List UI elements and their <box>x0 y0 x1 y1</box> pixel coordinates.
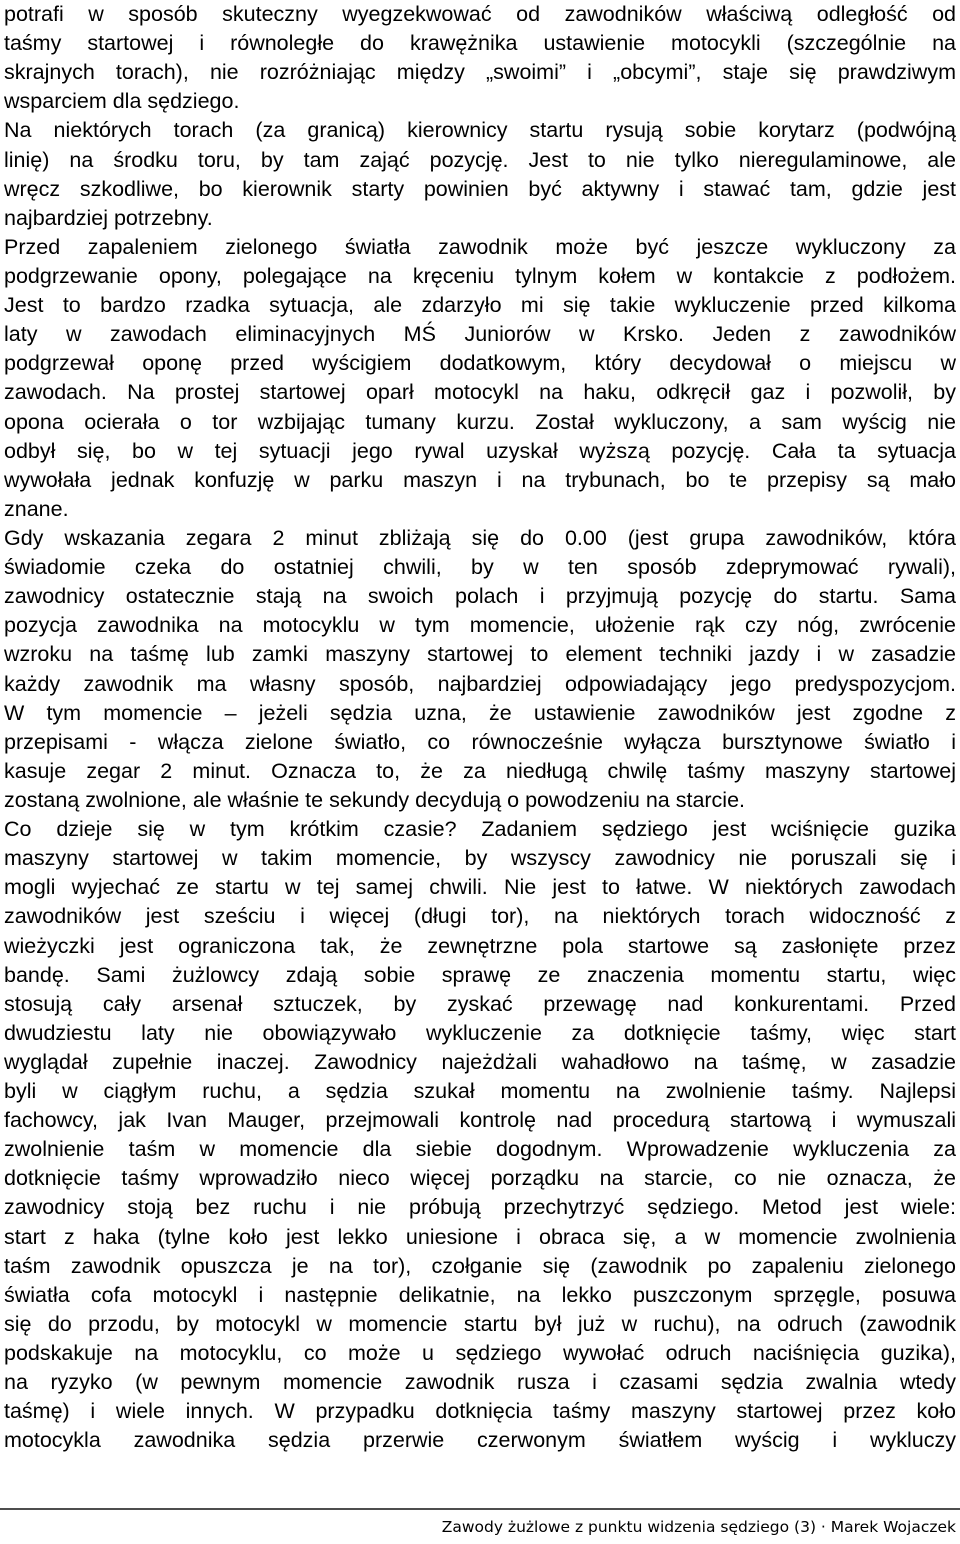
text-line: wręcz szkodliwe, bo kierownik starty powinien być aktywny i stawać tam, gdzie jest <box>4 176 956 201</box>
text-line: dwudziestu laty nie obowiązywało wykluczenie za dotknięcie taśmy, więc start <box>4 1020 956 1045</box>
text-line: zwolnienie taśm w momencie dla siebie dogodnym. Wprowadzenie wykluczenia za <box>4 1137 956 1162</box>
text-line: bandę. Sami żużlowcy zdają sobie sprawę ze znaczenia momentu startu, więc <box>4 962 956 987</box>
text-line: laty w zawodach eliminacyjnych MŚ Juniorów w Krsko. Jeden z zawodników <box>4 322 956 347</box>
text-line: zostaną zwolnione, ale właśnie te sekundy decydują o powodzeniu na starcie. <box>4 787 746 812</box>
text-line: kasuje zegar 2 minut. Oznacza to, że za niedługą chwilę taśmy maszyny startowej <box>4 758 956 783</box>
text-line: znane. <box>4 496 69 521</box>
text-line: Co dzieje się w tym krótkim czasie? Zadaniem sędziego jest wciśnięcie guzika <box>4 817 956 842</box>
text-line: taśm zawodnik opuszcza je na tor), czołganie się (zawodnik po zapaleniu zielonego <box>4 1253 956 1278</box>
text-line: opona ocierała o tor wzbijając tumany kurzu. Został wykluczony, a sam wyścig nie <box>4 409 956 434</box>
text-line: W tym momencie – jeżeli sędzia uzna, że ustawienie zawodników jest zgodne z <box>4 700 956 725</box>
text-line: każdy zawodnik ma własny sposób, najbardziej odpowiadający jego predyspozycjom. <box>4 671 956 696</box>
text-line: przepisami - włącza zielone światło, co równocześnie wyłącza bursztynowe światło i <box>4 729 956 754</box>
text-line: dotknięcie taśmy wprowadziło nieco więcej porządku na starcie, co nie oznacza, że <box>4 1166 956 1191</box>
text-line: światła cofa motocykl i następnie delikatnie, na lekko puszczonym sprzęgle, posuwa <box>4 1282 956 1307</box>
text-line: Na niektórych torach (za granicą) kierownicy startu rysują sobie korytarz (podwójną <box>4 118 956 143</box>
text-line: potrafi w sposób skuteczny wyegzekwować od zawodników właściwą odległość od <box>4 2 956 26</box>
text-line: podgrzewał oponę przed wyścigiem dodatkowym, który decydował o miejscu w <box>4 351 956 376</box>
text-line: zawodników jest sześciu i więcej (długi tor), na niektórych torach widoczność z <box>4 904 956 929</box>
text-line: wieżyczki jest ograniczona tak, że zewnętrzne pola startowe są zasłonięte przez <box>4 933 956 958</box>
text-line: motocykla zawodnika sędzia przerwie czerwonym światłem wyścig i wykluczy <box>4 1428 956 1453</box>
text-line: stosują cały arsenał sztuczek, by zyskać przewagę nad konkurentami. Przed <box>4 991 956 1016</box>
text-line: start z haka (tylne koło jest lekko uniesione i obraca się, a w momencie zwolnienia <box>4 1224 956 1249</box>
text-line: podskakuje na motocyklu, co może u sędziego wywołać odruch naciśnięcia guzika), <box>4 1341 956 1366</box>
page-footer: Zawody żużlowe z punktu widzenia sędziego (3) · Marek Wojaczek <box>441 1518 956 1536</box>
text-line: wsparciem dla sędziego. <box>4 89 240 114</box>
text-line: byli w ciągłym ruchu, a sędzia szukał momentu na zwolnienie taśmy. Najlepsi <box>4 1079 956 1104</box>
text-line: wywołała jednak konfuzję w parku maszyn i na trybunach, bo te przepisy są mało <box>4 467 956 492</box>
footer-divider <box>0 1508 960 1510</box>
text-line: zawodnicy stoją bez ruchu i nie próbują przechytrzyć sędziego. Metod jest wiele: <box>4 1195 956 1220</box>
text-line: Jest to bardzo rzadka sytuacja, ale zdarzyło mi się takie wykluczenie przed kilkoma <box>4 293 956 318</box>
text-line: skrajnych torach), nie rozróżniając między „swoimi” i „obcymi”, staje się prawdziwym <box>4 60 956 85</box>
text-line: zawodnicy ostatecznie stają na swoich polach i przyjmują pozycję do startu. Sama <box>4 584 956 609</box>
text-line: taśmy startowej i równoległe do krawężnika ustawienie motocykli (szczególnie na <box>4 31 956 56</box>
text-line: taśmę) i wiele innych. W przypadku dotknięcia taśmy maszyny startowej przez koło <box>4 1399 956 1424</box>
text-line: mogli wyjechać ze startu w tej samej chwili. Nie jest to łatwe. W niektórych zawodach <box>4 875 956 900</box>
text-line: Gdy wskazania zegara 2 minut zbliżają się do 0.00 (jest grupa zawodników, która <box>4 525 956 550</box>
text-line: zawodach. Na prostej startowej oparł motocykl na haku, odkręcił gaz i pozwolił, by <box>4 380 956 405</box>
text-line: fachowcy, jak Ivan Mauger, przejmowali kontrolę nad procedurą startową i wymuszali <box>4 1108 956 1133</box>
text-line: Przed zapaleniem zielonego światła zawodnik może być jeszcze wykluczony za <box>4 234 956 259</box>
text-line: najbardziej potrzebny. <box>4 205 213 230</box>
text-line: linię) na środku toru, by tam zająć pozycję. Jest to nie tylko nieregulaminowe, ale <box>4 147 956 172</box>
text-line: świadomie czeka do ostatniej chwili, by w ten sposób zdeprymować rywali), <box>4 555 956 580</box>
text-line: wyglądał zupełnie inaczej. Zawodnicy najeżdżali wahadłowo na taśmę, w zasadzie <box>4 1049 956 1074</box>
text-line: na ryzyko (w pewnym momencie zawodnik rusza i czasami sędzia zwalnia wtedy <box>4 1370 956 1395</box>
text-line: podgrzewanie opony, polegające na kręceniu tylnym kołem w kontakcie z podłożem. <box>4 263 956 288</box>
text-line: wzroku na taśmę lub zamki maszyny startowej to element techniki jazdy i w zasadzie <box>4 642 956 667</box>
text-line: się do przodu, by motocykl w momencie startu był już w ruchu), na odruch (zawodnik <box>4 1311 956 1336</box>
text-line: maszyny startowej w takim momencie, by wszyscy zawodnicy nie poruszali się i <box>4 846 956 871</box>
text-line: odbył się, bo w tej sytuacji jego rywal uzyskał wyższą pozycję. Cała ta sytuacja <box>4 438 956 463</box>
body-text <box>4 0 956 1455</box>
text-line: pozycja zawodnika na motocyklu w tym momencie, ułożenie rąk czy nóg, zwrócenie <box>4 613 956 638</box>
